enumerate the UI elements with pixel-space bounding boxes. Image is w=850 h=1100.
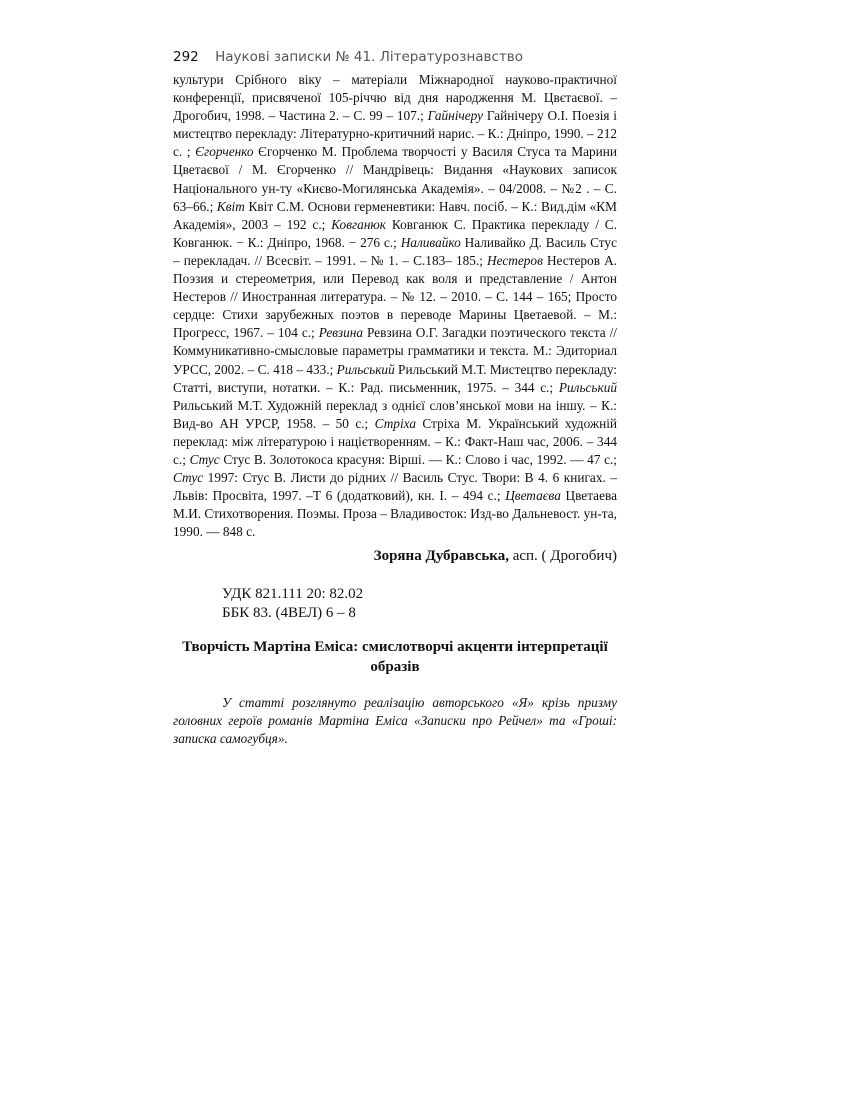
bibliography-entry-text: Квіт С.М. Основи герменевтики: Навч. посіб. – К.: Вид.дім «КМ Академія», 2003 – 192 с.; bbox=[173, 198, 617, 232]
bibliography-siglum: Ревзина bbox=[318, 325, 363, 341]
classification-codes bbox=[222, 585, 363, 623]
bibliography-siglum: Ковганюк bbox=[331, 216, 387, 232]
bibliography-entry-text: Ковганюк С. Практика перекладу / С. Ковганюк. − К.: Дніпро, 1968. − 276 с.; bbox=[173, 216, 617, 250]
bibliography-entry-text: Гайнічеру О.І. Поезія і мистецтво перекладу: Літературно-критичний нарис. – К.: Дніпро, 1990. – 212 с. ; bbox=[173, 108, 618, 160]
bibliography-siglum: Квіт bbox=[216, 198, 245, 214]
author-affiliation: асп. ( Дрогобич) bbox=[508, 548, 617, 564]
bibliography-siglum: Єгорченко bbox=[195, 144, 254, 160]
udk-code: УДК 821.111 20: 82.02 bbox=[222, 586, 364, 602]
bibliography-entry-text: Цветаева М.И. Стихотворения. Поэмы. Проза – Владивосток: Изд-во Дальневост. ун-та, 1990. — 848 с. bbox=[173, 488, 617, 540]
bibliography-siglum: Цветаєва bbox=[505, 488, 561, 504]
article-title-line-1: Творчість Мартіна Еміса: смислотворчі акценти інтерпретації bbox=[182, 639, 608, 655]
article-abstract: У статті розглянуто реалізацію авторського «Я» крізь призму головних героїв романів Мартіна Еміса «Записки про Рейчел» та «Гроші: записка самогубця». bbox=[173, 695, 617, 746]
bibliography-entry-text: культури Срібного віку – матеріали Міжнародної науково-практичної конференції, присвяченої 105-річчю від дня народження М. Цвєтаєвої. – Дрогобич, 1998. – Частина 2. – С. 99 – 107.; bbox=[173, 72, 617, 124]
bibliography-entry-text: Стус В. Золотокоса красуня: Вірші. — К.: Слово і час, 1992. — 47 с.; bbox=[219, 451, 618, 467]
bibliography-siglum: Стус bbox=[173, 470, 204, 486]
bibliography-siglum: Рильський bbox=[558, 379, 617, 395]
bibliography-paragraph bbox=[173, 71, 617, 541]
bibliography-siglum: Наливайко bbox=[400, 234, 461, 250]
bibliography-siglum: Рильський bbox=[336, 361, 395, 377]
bibliography-entry-text: 1997: Стус В. Листи до рідних // Василь Стус. Твори: В 4. 6 книгах. – Львів: Просвіта, 1997. –Т 6 (додатковий), кн. І. – 494 с.; bbox=[173, 470, 617, 504]
bibliography-entry-text: Наливайко Д. Василь Стус – перекладач. // Всесвіт. – 1991. – № 1. – С.183– 185.; bbox=[173, 234, 617, 268]
bibliography-entry-text: Єгорченко М. Проблема творчості у Василя Стуса та Марини Цветаєвої / М. Єгорченко // Мандрівець: Видання «Наукових записок Національного ун-ту «Києво-Могилянська Академія». – 04/2008. – №2 . – С. 63–66.; bbox=[173, 144, 618, 214]
bibliography-siglum: Стус bbox=[189, 451, 220, 467]
article-title-line-2: образів bbox=[370, 659, 420, 675]
author-name: Зоряна Дубравська, bbox=[373, 548, 509, 564]
author-line bbox=[173, 548, 617, 565]
journal-title: Наукові записки № 41. Літературознавство bbox=[215, 49, 524, 65]
bibliography-siglum: Нестеров bbox=[487, 252, 543, 268]
bibliography-entry-text: Нестеров А. Поэзия и стереометрия, или Перевод как воля и представление / Антон Нестеров // Иностранная литература. – № 12. – 2010. – С. 144 – 165; Просто сердце: Стихи зарубежных поэтов в переводе Марины Цветаевой. – М.: Прогресс, 1967. – 104 с.; bbox=[173, 252, 617, 341]
bbk-code: ББК 83. (4ВЕЛ) 6 – 8 bbox=[222, 605, 356, 621]
page-number: 292 bbox=[173, 49, 199, 65]
bibliography-entry-text: Ревзина О.Г. Загадки поэтического текста // Коммуникативно-смысловые параметры грамматики и текста. М.: Эдиториал УРСС, 2002. – С. 418 – 433.; bbox=[173, 325, 617, 377]
bibliography-siglum: Стріха bbox=[374, 415, 417, 431]
bibliography-entry-text: Рильський М.Т. Художній переклад з однієї слов’янської мови на іншу. – К.: Вид-во АН УРСР, 1958. – 50 с.; bbox=[173, 397, 617, 431]
bibliography-entry-text: Стріха М. Український художній переклад: між літературою і націєтворенням. – К.: Факт-Наш час, 2006. – 344 с.; bbox=[173, 415, 617, 467]
article-title bbox=[173, 637, 617, 677]
bibliography-entry-text: Рильський М.Т. Мистецтво перекладу: Статті, виступи, нотатки. – К.: Рад. письменник, 1975. – 344 с.; bbox=[173, 361, 617, 395]
bibliography-siglum: Гайнічеру bbox=[427, 108, 484, 124]
running-header bbox=[173, 49, 633, 65]
